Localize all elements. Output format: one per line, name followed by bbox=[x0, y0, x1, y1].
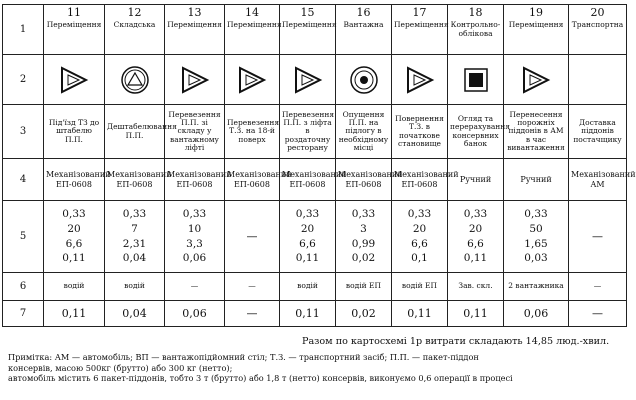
value: 20 bbox=[67, 222, 81, 235]
performer-text: водій ЕП bbox=[345, 281, 382, 291]
mechanization-text: Механізований АМ bbox=[571, 170, 636, 189]
operation-description bbox=[280, 105, 336, 159]
symbol-cell bbox=[105, 55, 165, 105]
symbol-cell bbox=[448, 55, 504, 105]
row-number: 7 bbox=[3, 301, 44, 327]
table-row bbox=[3, 5, 627, 55]
transport-triangle-icon bbox=[46, 65, 102, 95]
operation-number: 15 bbox=[300, 6, 315, 19]
summary-total: Разом по картосхемі 1р витрати складають 14,85 люд.-хвил. bbox=[302, 336, 610, 347]
time-total: 0,11 bbox=[61, 307, 87, 320]
mechanization-cell bbox=[280, 159, 347, 201]
operation-description bbox=[336, 105, 392, 159]
operation-number: 19 bbox=[529, 6, 543, 19]
symbol-cell bbox=[44, 55, 105, 105]
time-total-cell bbox=[504, 301, 569, 327]
row-number: 6 bbox=[3, 273, 44, 301]
values-cell bbox=[392, 201, 448, 273]
description-text: Повернення Т.З. в початкове становище bbox=[395, 113, 444, 148]
mechanization-cell bbox=[569, 159, 636, 201]
operation-description bbox=[165, 105, 225, 159]
mechanization-cell bbox=[504, 159, 569, 201]
values-cell bbox=[105, 201, 165, 273]
value: 0,99 bbox=[351, 237, 376, 250]
time-total: 0,06 bbox=[182, 307, 207, 320]
value: 20 bbox=[412, 222, 427, 235]
value: 3 bbox=[360, 222, 367, 235]
operation-number: 14 bbox=[245, 6, 259, 19]
values-cell bbox=[44, 201, 105, 273]
operation-number: 12 bbox=[127, 6, 142, 19]
mechanization-text: Механізований ЕП-0608 bbox=[167, 170, 232, 189]
performer-text: 2 вантажника bbox=[508, 281, 564, 291]
value: 0,1 bbox=[411, 252, 428, 265]
transport-triangle-icon bbox=[167, 65, 222, 95]
description-text: Перевезення П.П. з ліфта в роздаточну ресторану bbox=[282, 109, 335, 153]
empty-dash: — bbox=[246, 230, 258, 243]
value: 0,33 bbox=[122, 207, 147, 220]
symbol-cell bbox=[569, 55, 627, 105]
value: 0,33 bbox=[351, 207, 376, 220]
transport-triangle-icon bbox=[506, 65, 566, 95]
footnote-line: Примітка: АМ — автомобіль; ВП — вантажопідйомний стіл; Т.З. — транспортний засіб; П.П. — пакет-піддон bbox=[8, 352, 479, 362]
value: 3,3 bbox=[186, 237, 203, 250]
value: 0,33 bbox=[407, 207, 432, 220]
values-cell bbox=[165, 201, 225, 273]
operation-description bbox=[392, 105, 448, 159]
performer-cell bbox=[225, 273, 280, 301]
operation-type: Переміщення bbox=[167, 20, 222, 29]
value: 6,6 bbox=[65, 237, 83, 250]
value: 1,65 bbox=[524, 237, 548, 250]
row-number: 1 bbox=[3, 5, 44, 55]
values-cell bbox=[569, 201, 627, 273]
mechanization-cell bbox=[105, 159, 172, 201]
values-cell bbox=[504, 201, 569, 273]
operation-description bbox=[44, 105, 105, 159]
time-total-cell bbox=[280, 301, 336, 327]
symbol-cell bbox=[280, 55, 336, 105]
operation-type: Транспортна bbox=[571, 20, 624, 29]
values-cell bbox=[280, 201, 336, 273]
mechanization-text: Механізований ЕП-0608 bbox=[46, 170, 111, 189]
transport-triangle-icon bbox=[227, 65, 277, 95]
operation-type: Вантажна bbox=[343, 20, 384, 29]
performer-text: водій bbox=[63, 281, 85, 291]
description-text: Перевезення Т.З. на 18-й поверх bbox=[227, 117, 280, 144]
operation-type: Переміщення bbox=[46, 20, 102, 29]
symbol-cell bbox=[165, 55, 225, 105]
performer-cell bbox=[504, 273, 569, 301]
storage-circle-triangle-icon bbox=[107, 65, 162, 95]
table-row bbox=[3, 105, 627, 159]
performer-cell bbox=[105, 273, 165, 301]
value: 0,11 bbox=[295, 252, 320, 265]
value: 20 bbox=[468, 222, 483, 235]
operation-header bbox=[336, 5, 392, 55]
footnote-line: консервів, масою 500кг (брутто) або 300 кг (нетто); bbox=[8, 362, 233, 373]
value: 0,02 bbox=[351, 252, 376, 265]
value: 20 bbox=[300, 222, 315, 235]
description-text: Перевезення П.П. зі складу у вантажному ліфті bbox=[168, 109, 221, 153]
mechanization-text: Механізований ЕП-0608 bbox=[338, 170, 403, 189]
transport-triangle-icon bbox=[394, 65, 445, 95]
table-row bbox=[3, 301, 627, 327]
value: 2,31 bbox=[122, 237, 147, 250]
performer-text: водій bbox=[124, 281, 145, 291]
mechanization-cell bbox=[392, 159, 459, 201]
time-total-cell bbox=[448, 301, 504, 327]
operation-type: Переміщення bbox=[394, 20, 449, 29]
mechanization-text: Механізований ЕП-0608 bbox=[394, 170, 459, 189]
performer-cell bbox=[448, 273, 504, 301]
operation-number: 11 bbox=[67, 6, 81, 19]
mechanization-cell bbox=[44, 159, 111, 201]
footnote bbox=[8, 352, 626, 384]
value: 0,11 bbox=[62, 252, 86, 265]
row-number: 3 bbox=[3, 105, 44, 159]
value: 0,33 bbox=[524, 207, 548, 220]
time-total: 0,06 bbox=[523, 307, 549, 320]
values-cell bbox=[448, 201, 504, 273]
symbol-cell bbox=[336, 55, 392, 105]
operation-description bbox=[569, 105, 627, 159]
control-square-icon bbox=[450, 65, 501, 95]
operation-header bbox=[280, 5, 336, 55]
time-total: 0,11 bbox=[463, 307, 488, 320]
values-cell bbox=[336, 201, 392, 273]
mechanization-text: Ручний bbox=[459, 174, 492, 184]
table-row bbox=[3, 273, 627, 301]
time-total: — bbox=[246, 307, 258, 320]
operation-header bbox=[448, 5, 504, 55]
time-total: 0,11 bbox=[295, 307, 320, 320]
performer-cell bbox=[280, 273, 336, 301]
loading-circle-icon bbox=[338, 65, 389, 95]
value: 0,06 bbox=[182, 252, 207, 265]
description-text: Під'їзд ТЗ до штабелю П.П. bbox=[48, 117, 100, 144]
value: 10 bbox=[187, 222, 202, 235]
value: 0,33 bbox=[182, 207, 207, 220]
operation-header bbox=[44, 5, 105, 55]
value: 6,6 bbox=[411, 237, 428, 250]
operation-type: Складська bbox=[113, 20, 156, 29]
table-row bbox=[3, 159, 627, 201]
operation-number: 17 bbox=[412, 6, 427, 19]
operation-type: Переміщення bbox=[282, 20, 337, 29]
time-total-cell bbox=[44, 301, 105, 327]
time-total: — bbox=[592, 307, 603, 320]
performer-text: — bbox=[248, 281, 256, 291]
symbol-cell bbox=[504, 55, 569, 105]
operation-header bbox=[569, 5, 627, 55]
value: 0,04 bbox=[122, 252, 147, 265]
operation-header bbox=[225, 5, 280, 55]
value: 0,33 bbox=[62, 207, 86, 220]
operation-header bbox=[392, 5, 448, 55]
operation-type: Контрольно-облікова bbox=[450, 20, 501, 38]
value: 7 bbox=[131, 222, 138, 235]
footnote-line: автомобіль містить 6 пакет-піддонів, тобто 3 т (брутто) або 1,8 т (нетто) консервів, виконуємо 0,6 операції в процесі bbox=[8, 373, 513, 384]
value: 0,33 bbox=[463, 207, 488, 220]
symbol-cell bbox=[225, 55, 280, 105]
row-number: 4 bbox=[3, 159, 44, 201]
performer-text: водій ЕП bbox=[401, 281, 438, 291]
time-total-cell bbox=[569, 301, 627, 327]
row-number: 2 bbox=[3, 55, 44, 105]
operation-description bbox=[105, 105, 177, 159]
value: 6,6 bbox=[467, 237, 484, 250]
value: 50 bbox=[529, 222, 543, 235]
operation-description bbox=[225, 105, 280, 159]
process-chart-table bbox=[2, 4, 636, 342]
table-row bbox=[3, 201, 627, 273]
time-total-cell bbox=[392, 301, 448, 327]
operation-number: 13 bbox=[187, 6, 202, 19]
transport-triangle-icon bbox=[282, 65, 333, 95]
row-number: 5 bbox=[3, 201, 44, 273]
operation-description bbox=[504, 105, 569, 159]
performer-cell bbox=[165, 273, 225, 301]
operation-number: 16 bbox=[356, 6, 371, 19]
description-text: Доставка піддонів постачщику bbox=[573, 117, 622, 144]
time-total-cell bbox=[165, 301, 225, 327]
value: 6,6 bbox=[299, 237, 316, 250]
performer-text: Зав. скл. bbox=[458, 281, 493, 291]
value: 0,33 bbox=[295, 207, 320, 220]
performer-cell bbox=[44, 273, 105, 301]
description-text: Перенесення порожніх піддонів в АМ в час вивантаження bbox=[507, 109, 565, 153]
mechanization-cell bbox=[225, 159, 292, 201]
mechanization-text: Ручний bbox=[520, 174, 552, 184]
time-total-cell bbox=[225, 301, 280, 327]
time-total: 0,02 bbox=[351, 307, 376, 320]
operation-type: Переміщення bbox=[227, 20, 282, 29]
operation-header bbox=[105, 5, 165, 55]
mechanization-cell bbox=[448, 159, 504, 201]
operation-header bbox=[504, 5, 569, 55]
mechanization-text: Механізований ЕП-0608 bbox=[227, 170, 292, 189]
description-text: Опущення П.П. на підлогу в необхідному місці bbox=[338, 109, 389, 153]
description-text: Огляд та перерахування консервних банок bbox=[450, 113, 511, 148]
performer-cell bbox=[336, 273, 392, 301]
time-total-cell bbox=[336, 301, 392, 327]
value: 0,11 bbox=[463, 252, 488, 265]
symbol-cell bbox=[392, 55, 448, 105]
performer-cell bbox=[392, 273, 448, 301]
description-text: Дештабелювання П.П. bbox=[107, 122, 177, 140]
performer-text: — bbox=[593, 281, 602, 291]
time-total-cell bbox=[105, 301, 165, 327]
operation-description bbox=[448, 105, 511, 159]
performer-text: — bbox=[190, 281, 199, 291]
operation-type: Переміщення bbox=[508, 20, 564, 29]
time-total: 0,04 bbox=[122, 307, 147, 320]
empty-dash: — bbox=[592, 230, 603, 243]
mechanization-text: Механізований ЕП-0608 bbox=[282, 170, 347, 189]
performer-text: водій bbox=[297, 281, 318, 291]
mechanization-cell bbox=[165, 159, 232, 201]
table-row bbox=[3, 55, 627, 105]
performer-cell bbox=[569, 273, 627, 301]
values-cell bbox=[225, 201, 280, 273]
mechanization-text: Механізований ЕП-0608 bbox=[107, 170, 172, 189]
mechanization-cell bbox=[336, 159, 403, 201]
operation-number: 20 bbox=[590, 6, 605, 19]
operation-header bbox=[165, 5, 225, 55]
value: 0,03 bbox=[524, 252, 548, 265]
operation-number: 18 bbox=[468, 6, 483, 19]
time-total: 0,11 bbox=[407, 307, 432, 320]
